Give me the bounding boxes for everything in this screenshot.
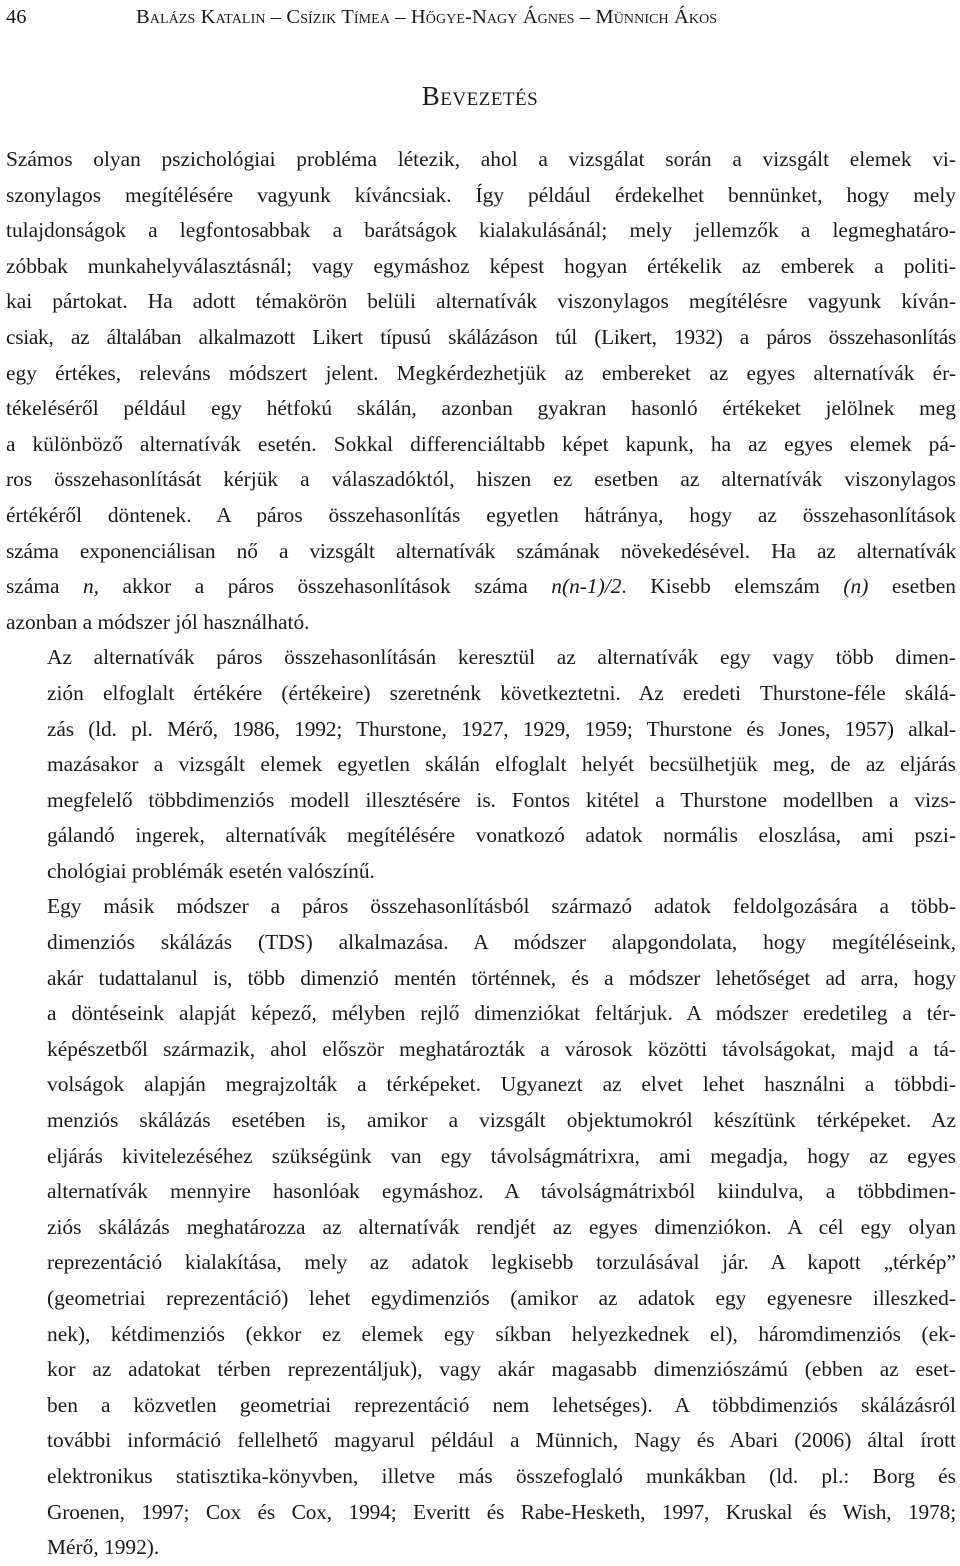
- text-line: Mérő, 1992).: [47, 1535, 160, 1560]
- page-header: [6, 2, 954, 32]
- text-line: tulajdonságok a legfontosabbak a barátságok kialakulásánál; mely jellemzők a legmeghatáro-: [6, 218, 956, 243]
- text-line: volságok alapján megrajzolták a térképeket. Ugyanezt az elvet lehet használni a többdi-: [47, 1072, 956, 1097]
- paragraph-1: [6, 142, 956, 640]
- text-line: chológiai problémák esetén valószínű.: [47, 858, 375, 883]
- text-line: ros összehasonlítását kérjük a válaszadóktól, hiszen ez esetben az alternatívák viszonylagos: [6, 467, 956, 492]
- variable-n-paren: (n): [843, 574, 869, 599]
- section-title: Bevezetés: [421, 81, 539, 111]
- formula: n(n-1)/2: [551, 574, 622, 599]
- text-line: Számos olyan pszichológiai probléma létezik, ahol a vizsgálat során a vizsgált elemek vi-: [6, 147, 956, 171]
- text-line: menziós skálázás esetében is, amikor a vizsgált objektumokról készítünk térképeket. Az: [47, 1108, 956, 1133]
- text-line: csiak, az általában alkalmazott Likert típusú skálázáson túl (Likert, 1932) a páros összehasonlítás: [6, 324, 956, 349]
- text-fragment: akkor a páros összehasonlítások száma: [99, 574, 552, 599]
- text-line: akár tudattalanul is, több dimenzió mentén történnek, és a módszer lehetőséget ad arra, hogy: [47, 965, 956, 990]
- text-line: zión elfoglalt értékére (értékeire) szeretnénk következtetni. Az eredeti Thurstone-féle skálá-: [47, 680, 956, 705]
- text-line: szonylagos megítélésére vagyunk kíváncsiak. Így például érdekelhet bennünket, hogy mely: [6, 182, 956, 207]
- text-fragment: . Kisebb elemszám: [621, 574, 844, 599]
- text-line: gálandó ingerek, alternatívák megítélésére vonatkozó adatok normális eloszlása, ami pszi-: [47, 823, 956, 848]
- text-line: értékéről döntenek. A páros összehasonlítás egyetlen hátránya, hogy az összehasonlítások: [6, 502, 956, 527]
- variable-n: n,: [82, 574, 99, 599]
- text-fragment: esetben: [868, 574, 956, 599]
- text-line: zóbbak munkahelyválasztásnál; vagy egymáshoz képest hogyan értékelik az emberek a politi-: [6, 253, 956, 278]
- text-line: száma exponenciálisan nő a vizsgált alternatívák számának növekedésével. Ha az alternatívák: [6, 538, 956, 563]
- text-line: Groenen, 1997; Cox és Cox, 1994; Everitt és Rabe-Hesketh, 1997, Kruskal és Wish, 1978;: [47, 1499, 956, 1524]
- paragraph-3: [6, 889, 956, 1565]
- text-line: azonban a módszer jól használható.: [6, 609, 310, 634]
- text-line: mazásakor a vizsgált elemek egyetlen skálán elfoglalt helyét becsülhetjük meg, de az eljárás: [47, 752, 956, 777]
- text-fragment: száma: [6, 574, 83, 599]
- body-text: [6, 142, 956, 1566]
- text-line: megfelelő többdimenziós modell illesztésére is. Fontos kitétel a Thurstone modellben a vizs-: [47, 787, 956, 812]
- text-line: elektronikus statisztika-könyvben, illetve más összefoglaló munkákban (ld. pl.: Borg és: [47, 1463, 956, 1488]
- text-line: dimenziós skálázás (TDS) alkalmazása. A módszer alapgondolata, hogy megítéléseink,: [47, 930, 956, 955]
- text-line: ziós skálázás meghatározza az alternatívák rendjét az egyes dimenziókon. A cél egy olyan: [47, 1214, 956, 1239]
- running-head: Balázs Katalin – Csízik Tímea – Hőgye-Nagy Ágnes – Münnich Ákos: [136, 6, 718, 28]
- text-line: további információ fellelhető magyarul például a Münnich, Nagy és Abari (2006) által írott: [47, 1428, 956, 1453]
- paragraph-2: [6, 640, 956, 889]
- text-line: alternatívák mennyire hasonlóak egymáshoz. A távolságmátrixból kiindulva, a többdimen-: [47, 1179, 956, 1204]
- text-line: a különböző alternatívák esetén. Sokkal differenciáltabb képet kapunk, ha az egyes elemek pá-: [6, 431, 956, 456]
- text-line: egy értékes, releváns módszert jelent. Megkérdezhetjük az embereket az egyes alternatívák ér-: [6, 360, 956, 385]
- text-line: a döntéseink alapját képező, mélyben rejlő dimenziókat feltárjuk. A módszer eredetileg a tér-: [47, 1001, 956, 1026]
- text-line: tékeléséről például egy hétfokú skálán, azonban gyakran hasonló értékeket jelölnek meg: [6, 396, 956, 421]
- text-line: kai pártokat. Ha adott témakörön belüli alternatívák viszonylagos megítélésre vagyunk kíván-: [6, 289, 956, 314]
- text-line: ben a közvetlen geometriai reprezentáció nem lehetséges). A többdimenziós skálázásról: [47, 1392, 956, 1417]
- text-line-formula: [6, 569, 956, 605]
- text-line: nek), kétdimenziós (ekkor ez elemek egy síkban helyezkednek el), háromdimenziós (ek-: [47, 1321, 956, 1346]
- page-number: 46: [6, 6, 27, 28]
- text-line: (geometriai reprezentáció) lehet egydimenziós (amikor az adatok egy egyenesre illeszked-: [47, 1286, 956, 1310]
- text-line: zás (ld. pl. Mérő, 1986, 1992; Thurstone, 1927, 1929, 1959; Thurstone és Jones, 1957) alkal-: [47, 716, 956, 741]
- text-line: reprezentáció kialakítása, mely az adatok legkisebb torzulásával jár. A kapott „térkép”: [47, 1250, 956, 1275]
- text-line: képészetből származik, ahol először meghatározták a városok közötti távolságokat, majd a tá-: [47, 1036, 956, 1061]
- text-line: kor az adatokat térben reprezentáljuk), vagy akár magasabb dimenziószámú (ebben az eset-: [47, 1357, 956, 1382]
- text-line: eljárás kivitelezéséhez szükségünk van egy távolságmátrixra, ami megadja, hogy az egyes: [47, 1143, 956, 1168]
- text-line: Egy másik módszer a páros összehasonlításból származó adatok feldolgozására a több-: [47, 894, 956, 919]
- text-line: Az alternatívák páros összehasonlításán keresztül az alternatívák egy vagy több dimen-: [47, 645, 956, 670]
